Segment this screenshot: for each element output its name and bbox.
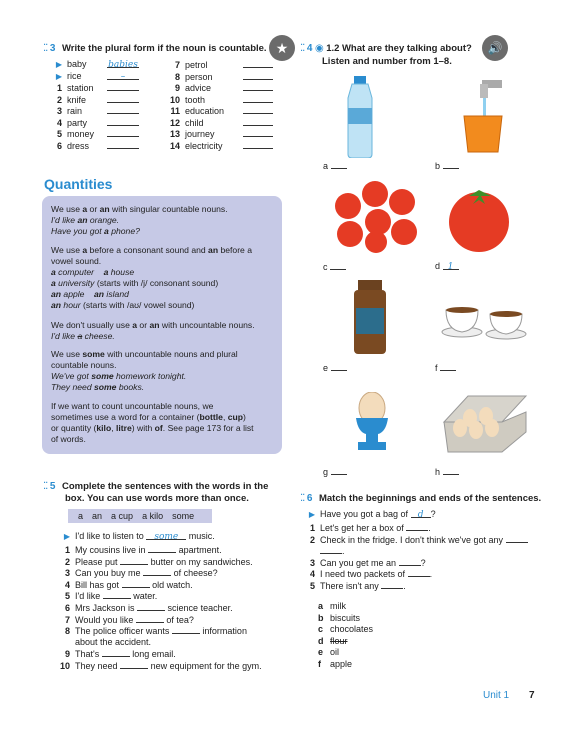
ex6-answer-blank[interactable]	[399, 557, 421, 566]
ex3-word: journey	[185, 129, 215, 139]
ex6-sentence	[303, 534, 528, 546]
option-text: milk	[330, 601, 346, 611]
water-bottle-icon	[340, 76, 380, 158]
speaker-icon[interactable]: 🔊	[482, 35, 508, 61]
item-number: 8	[174, 71, 180, 82]
item-number: 13	[169, 129, 180, 139]
grammar-p4-line1: We use some with uncountable nouns and plural	[51, 349, 238, 359]
ex5-sentence	[58, 648, 176, 660]
grammar-p5-line4: of words.	[51, 434, 86, 444]
ex3-header	[43, 43, 267, 54]
ex5-answer-blank[interactable]	[136, 614, 164, 623]
ex5-after: science teacher.	[167, 603, 233, 613]
ex5-after: water.	[133, 591, 158, 602]
ex6-instruction: Match the beginnings and ends of the sentences.	[318, 493, 542, 504]
item-number: 1	[64, 545, 70, 555]
item-number: 12	[169, 117, 180, 128]
ex5-sentence	[58, 556, 253, 568]
ex3-item	[168, 128, 273, 140]
ex6-answer-blank[interactable]	[381, 580, 403, 589]
example-triangle-icon: ▶	[55, 71, 62, 81]
grammar-p2-ex4: an hour (starts with /aʊ/ vowel sound)	[51, 300, 195, 310]
option-text: biscuits	[330, 612, 361, 623]
ex3-dots: ⁚⁚	[43, 43, 48, 54]
ex3-word: tooth	[185, 94, 206, 105]
ex6-option	[318, 659, 352, 670]
ex3-item	[168, 71, 273, 83]
ex5-answer-blank[interactable]	[103, 590, 131, 599]
grammar-p1-ex2: Have you got a phone?	[51, 226, 140, 236]
item-number: 6	[64, 603, 70, 613]
ex6-answer-blank[interactable]	[506, 534, 528, 543]
ex3-word: child	[185, 117, 204, 128]
boiled-egg-icon	[352, 392, 392, 458]
ex3-item	[168, 140, 273, 152]
ex6-sentence	[303, 545, 345, 557]
ex5-sentence	[58, 625, 247, 637]
grammar-p1-ex1: I'd like an orange.	[51, 215, 120, 225]
ex3-example-answer: babies	[108, 60, 138, 70]
ex3-answer-blank[interactable]	[107, 71, 139, 80]
ex3-item	[50, 94, 139, 106]
ex5-answer-blank[interactable]	[102, 648, 130, 657]
ex3-example-answer: –	[120, 71, 126, 82]
ex6-after: ?	[420, 557, 426, 568]
ex5-before: That's	[75, 649, 100, 660]
word-box-item: an	[92, 511, 103, 521]
grammar-p2-line1: We use a before a consonant sound and an before a	[51, 245, 252, 255]
ex6-option	[318, 624, 373, 635]
ex3-word: person	[185, 71, 213, 82]
quantities-heading: Quantities	[44, 176, 113, 192]
ex5-after: new equipment for the gym.	[150, 661, 262, 671]
ex4-header	[300, 43, 472, 54]
ex5-example-blank: some	[146, 531, 186, 540]
ex6-after: .	[429, 569, 433, 580]
ex3-answer-blank[interactable]	[243, 82, 273, 91]
option-letter: a	[318, 601, 324, 611]
ex3-answer-blank[interactable]	[107, 59, 139, 68]
item-number: 9	[64, 649, 70, 660]
ex5-sentence	[58, 567, 218, 579]
item-number: 1	[56, 83, 62, 93]
grammar-p4-ex2: They need some books.	[51, 382, 145, 392]
ex6-answer-blank[interactable]	[320, 545, 342, 554]
ex6-header	[300, 493, 541, 504]
ex5-instruction-1: Complete the sentences with the words in the	[61, 481, 269, 492]
ex5-number: 5	[49, 481, 56, 492]
ex5-after: of tea?	[166, 614, 194, 625]
ex3-item	[50, 82, 139, 94]
pic-label-e: e	[323, 362, 347, 373]
grammar-p2-ex1: a computer a house	[51, 267, 135, 277]
ex5-before: Mrs Jackson is	[75, 603, 135, 613]
item-number: 3	[56, 106, 62, 116]
ex4-instruction-2: Listen and number from 1–8.	[322, 56, 452, 67]
ex5-sentence	[58, 590, 157, 602]
ex5-header	[43, 481, 268, 492]
ex3-answer-blank[interactable]	[243, 128, 273, 137]
star-icon[interactable]: ★	[269, 35, 295, 61]
item-number: 2	[64, 556, 70, 567]
grammar-p5-line3: or quantity (kilo, litre) with of. See page 173 for a list	[51, 423, 254, 433]
ex3-answer-blank[interactable]	[107, 128, 139, 137]
ex5-after: old watch.	[152, 579, 193, 590]
ex5-after: information	[202, 626, 247, 637]
tomatoes-icon	[330, 176, 422, 254]
ex6-after: .	[342, 546, 345, 557]
example-triangle-icon: ▶	[308, 510, 315, 519]
ex4-track: 1.2	[326, 43, 340, 54]
ex5-before: Bill has got	[75, 579, 120, 590]
ex6-after: .	[428, 523, 431, 533]
item-number: 2	[56, 94, 62, 105]
ex5-answer-blank[interactable]	[120, 660, 148, 669]
ex5-after: of cheese?	[173, 568, 218, 579]
item-number: 1	[309, 523, 315, 533]
grammar-p3	[51, 320, 279, 342]
ex5-example: ▶ I'd like to listen to some music.	[58, 531, 215, 542]
ex3-answer-blank[interactable]	[107, 140, 139, 149]
ex3-answer-blank[interactable]	[107, 105, 139, 114]
ex3-word: baby	[67, 59, 87, 69]
ex3-instruction: Write the plural form if the noun is countable.	[61, 43, 267, 54]
pic-answer-b[interactable]	[443, 160, 459, 169]
ex6-dots: ⁚⁚	[300, 493, 305, 504]
ex3-item	[168, 105, 273, 117]
item-number: 11	[170, 106, 180, 116]
ex6-answer-blank[interactable]	[408, 568, 430, 577]
item-number: 10	[59, 661, 70, 671]
ex6-text: There isn't any	[320, 581, 379, 591]
pic-label-c: c	[323, 261, 346, 272]
ex6-text: Let's get her a box of	[320, 523, 404, 533]
ex6-sentence	[303, 557, 426, 569]
grammar-p3-ex1: I'd like a cheese.	[51, 331, 115, 341]
ex3-answer-blank[interactable]	[243, 140, 273, 149]
cups-of-tea-icon	[440, 300, 530, 340]
ex3-answer-blank[interactable]	[243, 71, 273, 80]
ex6-example: ▶ Have you got a bag of d ?	[303, 509, 436, 520]
ex3-answer-blank[interactable]	[107, 117, 139, 126]
ex5-before: Would you like	[75, 614, 134, 625]
ex3-word: rice	[67, 70, 82, 81]
item-number: 3	[64, 568, 70, 579]
page-number: 7	[529, 690, 535, 701]
ex5-answer-blank[interactable]	[172, 625, 200, 634]
ex6-sentence	[303, 580, 406, 592]
ex3-word: rain	[67, 106, 83, 116]
ex6-answer-blank[interactable]	[406, 522, 428, 531]
pic-answer-e[interactable]	[331, 362, 347, 371]
option-letter: d	[318, 635, 324, 646]
grammar-p2-ex3: an apple an island	[51, 289, 129, 299]
ex5-answer-blank[interactable]	[137, 602, 165, 611]
pic-label-a: a	[323, 160, 347, 171]
grammar-p2	[51, 245, 279, 311]
item-number: 4	[309, 569, 315, 580]
word-box-item: a	[78, 511, 84, 521]
ex4-instruction-1: What are they talking about?	[341, 43, 472, 54]
pic-label-f: f	[435, 362, 456, 373]
ex5-after: apartment.	[178, 545, 222, 555]
item-number: 5	[56, 129, 62, 139]
ex6-option	[318, 636, 348, 647]
example-triangle-icon: ▶	[63, 532, 70, 541]
item-number: 3	[309, 557, 315, 568]
item-number: 4	[64, 579, 70, 590]
option-text: oil	[330, 647, 340, 658]
ex3-item	[168, 59, 273, 71]
grammar-p3-line: We don't usually use a or an with uncountable nouns.	[51, 320, 255, 330]
word-box	[68, 509, 212, 523]
pic-label-d: d 1	[435, 261, 459, 271]
ex5-sentence	[58, 637, 151, 648]
pic-label-b: b	[435, 160, 459, 171]
ex5-answer-blank[interactable]	[122, 579, 150, 588]
ex6-number: 6	[306, 493, 313, 504]
ex5-before: Please put	[75, 556, 118, 567]
ex5-after: long email.	[132, 649, 176, 660]
ex3-word: station	[67, 83, 94, 93]
pic-answer-f[interactable]	[440, 362, 456, 371]
option-text: flour	[330, 635, 348, 646]
ex4-dots: ⁚⁚	[300, 43, 305, 54]
pic-answer-a[interactable]	[331, 160, 347, 169]
ex5-answer-blank[interactable]	[120, 556, 148, 565]
grammar-p4-ex1: We've got some homework tonight.	[51, 371, 187, 381]
ex5-before: My cousins live in	[75, 545, 146, 555]
ex5-dots: ⁚⁚	[43, 481, 48, 492]
ex6-text: I need two packets of	[320, 569, 406, 580]
ex3-item	[50, 59, 139, 70]
item-number: 2	[309, 534, 315, 545]
egg-box-icon	[440, 392, 530, 456]
ex3-word: electricity	[185, 140, 223, 151]
item-number: 8	[64, 626, 70, 637]
ex5-sentence	[58, 614, 194, 626]
ex5-before: about the accident.	[75, 636, 152, 647]
ex3-item	[50, 140, 139, 152]
ex5-before: I'd like	[75, 591, 101, 602]
ex3-word: party	[67, 117, 88, 128]
ex6-after: .	[403, 581, 406, 591]
ex3-word: advice	[185, 83, 212, 93]
ex6-sentence	[303, 522, 431, 534]
pic-answer-d[interactable]: 1	[443, 261, 459, 270]
ex3-word: knife	[67, 94, 87, 105]
word-box-item: some	[172, 511, 195, 521]
grammar-p5-line2: sometimes use a word for a container (bottle, cup)	[51, 412, 246, 422]
ex5-before: The police officer wants	[75, 626, 170, 637]
item-number: 4	[56, 117, 62, 128]
ex6-option	[318, 601, 346, 612]
item-number: 14	[169, 140, 180, 151]
item-number: 6	[56, 140, 62, 151]
ex6-sentence	[303, 568, 432, 580]
ex5-before: Can you buy me	[75, 568, 141, 579]
ex5-instruction-2: box. You can use words more than once.	[65, 493, 249, 504]
grammar-p4-line2: countable nouns.	[51, 360, 117, 370]
ex3-word: money	[67, 129, 95, 139]
ex4-number: 4	[306, 43, 313, 54]
ex6-text: Can you get me an	[320, 557, 397, 568]
coffee-jar-icon	[350, 280, 390, 356]
ex3-item	[168, 94, 273, 106]
ex3-word: education	[185, 106, 225, 116]
ex3-item	[50, 71, 139, 82]
ex3-item	[50, 117, 139, 129]
grammar-p5	[51, 401, 279, 445]
ex3-answer-blank[interactable]	[107, 82, 139, 91]
grammar-p1	[51, 204, 279, 237]
ex6-example-blank: d	[411, 509, 431, 518]
ex5-answer-blank[interactable]	[148, 544, 176, 553]
ex3-number: 3	[49, 43, 56, 54]
item-number: 5	[309, 581, 315, 591]
pic-label-h: h	[435, 466, 459, 477]
option-text: chocolates	[330, 624, 374, 635]
ex5-sentence	[58, 579, 193, 591]
option-letter: c	[318, 624, 324, 635]
ex3-item	[168, 117, 273, 129]
option-letter: f	[318, 659, 321, 669]
grammar-p2-ex2: a university (starts with /j/ consonant sound)	[51, 278, 219, 288]
tap-water-bucket-icon	[458, 78, 508, 156]
option-letter: b	[318, 612, 324, 623]
ex3-answer-blank[interactable]	[243, 59, 273, 68]
ex5-answer-blank[interactable]	[143, 567, 171, 576]
tomato-icon	[446, 176, 512, 254]
grammar-p2-line2: vowel sound.	[51, 256, 102, 266]
item-number: 5	[64, 591, 70, 602]
option-text: apple	[330, 659, 353, 669]
word-box-item: a cup	[111, 511, 134, 521]
pic-answer-c[interactable]	[330, 261, 346, 270]
pic-label-g: g	[323, 466, 347, 477]
ex3-answer-blank[interactable]	[243, 117, 273, 126]
ex3-item	[50, 105, 139, 117]
ex3-answer-blank[interactable]	[243, 94, 273, 103]
ex6-text: Check in the fridge. I don't think we've got any	[320, 534, 504, 545]
ex3-answer-blank[interactable]	[243, 105, 273, 114]
ex6-option	[318, 647, 339, 658]
word-box-item: a kilo	[142, 511, 164, 521]
item-number: 7	[64, 614, 70, 625]
item-number: 10	[169, 94, 180, 105]
grammar-p5-line1: If we want to count uncountable nouns, we	[51, 401, 214, 411]
unit-label: Unit 1	[483, 690, 510, 701]
ex5-before: They need	[75, 661, 118, 671]
pic-answer-g[interactable]	[331, 466, 347, 475]
audio-play-icon[interactable]: ◉	[314, 43, 324, 54]
option-letter: e	[318, 647, 324, 658]
ex6-option	[318, 613, 360, 624]
item-number: 9	[174, 83, 180, 93]
ex3-answer-blank[interactable]	[107, 94, 139, 103]
example-triangle-icon: ▶	[55, 60, 62, 69]
ex3-word: petrol	[185, 60, 208, 70]
grammar-p4	[51, 349, 279, 393]
ex5-after: butter on my sandwiches.	[150, 556, 253, 567]
ex3-item	[50, 128, 139, 140]
pic-answer-h[interactable]	[443, 466, 459, 475]
ex3-word: dress	[67, 140, 90, 151]
grammar-p1-line: We use a or an with singular countable nouns.	[51, 204, 228, 214]
ex3-item	[168, 82, 273, 94]
ex5-sentence	[58, 602, 233, 614]
ex5-sentence	[58, 660, 262, 672]
ex5-sentence	[58, 544, 222, 556]
item-number: 7	[174, 60, 180, 70]
